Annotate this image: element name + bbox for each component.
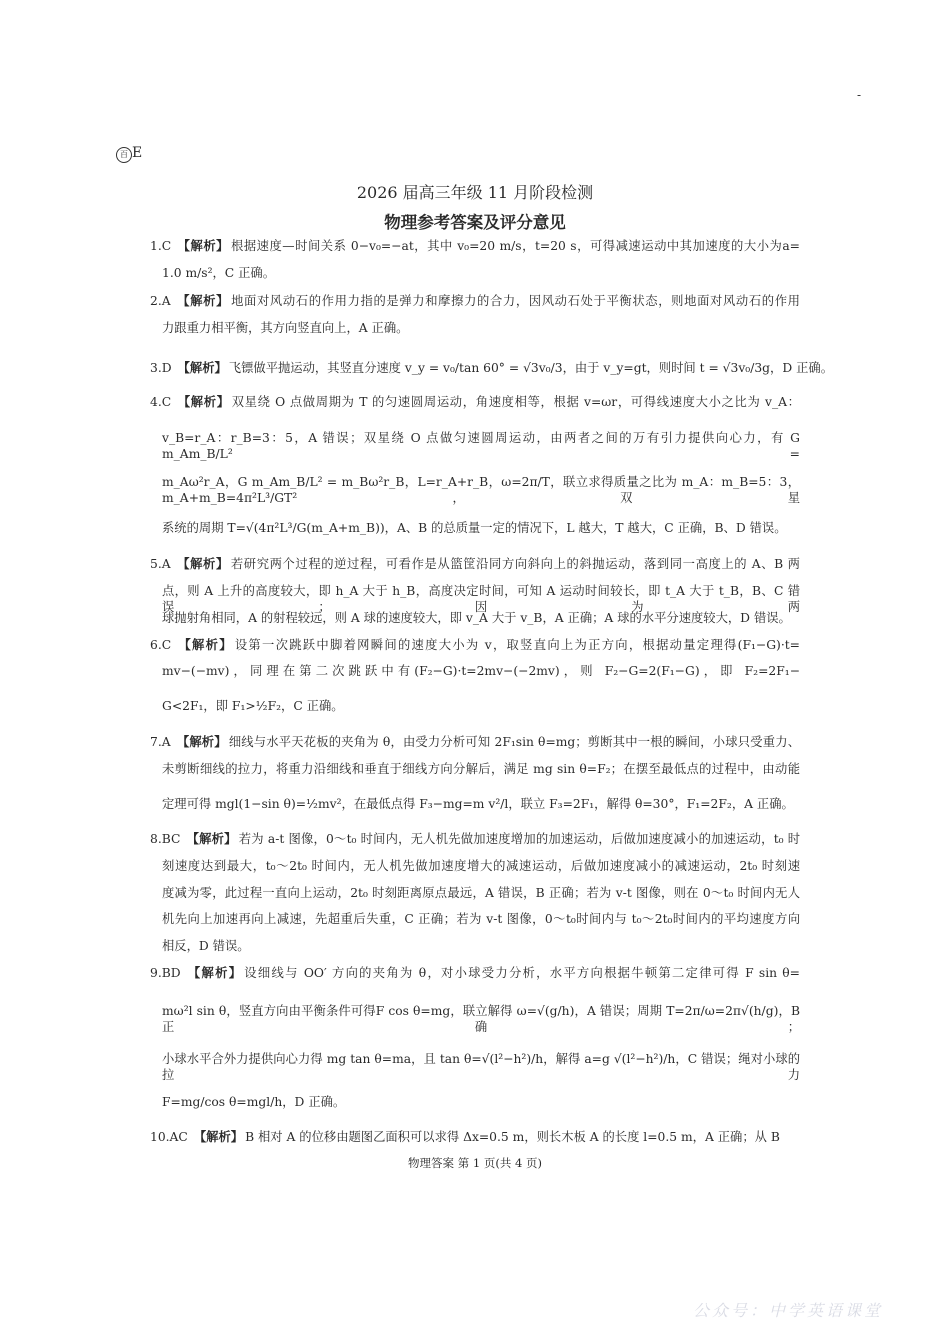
answer-line bbox=[162, 1051, 800, 1083]
watermark: 公众号：中学英语课堂 bbox=[693, 1301, 884, 1320]
answer-line bbox=[162, 761, 800, 777]
answer-line bbox=[162, 885, 800, 901]
answer-text: 球抛射角相同，A 的射程较远，则 A 球的速度较大，即 v_A 大于 v_B，A 正确；A 球的水平分速度较大，D 错误。 bbox=[162, 611, 791, 625]
answer-item bbox=[150, 831, 800, 847]
answer-text: 相反，D 错误。 bbox=[162, 939, 250, 953]
answer-line bbox=[162, 911, 800, 927]
answer-line bbox=[162, 320, 800, 336]
answer-text: 机先向上加速再向上减速，先超重后失重，C 正确；若为 v-t 图像，0～t₀时间内与 t₀～2t₀时间内的平均速度方向 bbox=[162, 912, 800, 926]
stamp-letter: E bbox=[132, 145, 143, 161]
answer-text: 系统的周期 T=√(4π²L³/G(m_A+m_B))，A、B 的总质量一定的情况下，L 越大，T 越大，C 正确，B、D 错误。 bbox=[162, 521, 787, 535]
answer-text: 定理可得 mgl(1−sin θ)=½mv²，在最低点得 F₃−mg=m v²/l，联立 F₃=2F₁，解得 θ=30°，F₁=2F₂，A 正确。 bbox=[162, 797, 794, 811]
answer-text: 小球水平合外力提供向心力得 mg tan θ=ma，且 tan θ=√(l²−h²)/h，解得 a=g √(l²−h²)/h，C 错误；绳对小球的拉力 bbox=[162, 1052, 800, 1082]
answer-item bbox=[150, 556, 800, 572]
answer-item bbox=[150, 965, 800, 981]
answer-text: F=mg/cos θ=mgl/h，D 正确。 bbox=[162, 1095, 346, 1109]
analysis-tag: 【解析】 bbox=[186, 832, 237, 846]
answer-item bbox=[150, 238, 800, 254]
answer-text: G<2F₁，即 F₁>½F₂，C 正确。 bbox=[162, 699, 344, 713]
analysis-tag: 【解析】 bbox=[177, 239, 229, 253]
answer-item bbox=[150, 360, 834, 376]
answer-line bbox=[162, 1094, 800, 1110]
answer-line bbox=[162, 610, 800, 626]
answer-item bbox=[150, 293, 800, 309]
analysis-tag: 【解析】 bbox=[177, 361, 227, 375]
analysis-tag: 【解析】 bbox=[177, 395, 230, 409]
exam-title: 2026 届高三年级 11 月阶段检测 bbox=[356, 183, 594, 202]
answer-line bbox=[162, 698, 800, 714]
answer-item bbox=[150, 1129, 800, 1145]
answer-text: 设细线与 OO′ 方向的夹角为 θ，对小球受力分析，水平方向根据牛顿第二定律可得 F sin θ= bbox=[244, 966, 800, 980]
answer-text: 细线与水平天花板的夹角为 θ，由受力分析可知 2F₁sin θ=mg；剪断其中一根的瞬间，小球只受重力、 bbox=[228, 735, 800, 749]
answer-item bbox=[150, 394, 800, 410]
answer-label: 2.A bbox=[150, 294, 171, 308]
corner-mark: - bbox=[857, 88, 862, 102]
answer-text: 若研究两个过程的逆过程，可看作是从篮筐沿同方向斜向上的斜抛运动，落到同一高度上的 A、B 两 bbox=[230, 557, 800, 571]
analysis-tag: 【解析】 bbox=[176, 735, 227, 749]
answer-label: 4.C bbox=[150, 395, 172, 409]
document-subtitle: 物理参考答案及评分意见 bbox=[384, 213, 566, 232]
analysis-tag: 【解析】 bbox=[177, 638, 233, 652]
answer-item bbox=[150, 734, 800, 750]
answer-line bbox=[162, 430, 800, 462]
analysis-tag: 【解析】 bbox=[176, 557, 229, 571]
answer-line bbox=[162, 1003, 800, 1035]
answer-line bbox=[162, 938, 800, 954]
answer-text: 双星绕 O 点做周期为 T 的匀速圆周运动，角速度相等，根据 v=ωr，可得线速度大小之比为 v_A： bbox=[231, 395, 800, 409]
answer-text: mv−(−mv)，同理在第二次跳跃中有(F₂−G)·t=2mv−(−2mv)，则 F₂−G=2(F₁−G)，即 F₂=2F₁− bbox=[162, 664, 800, 678]
page-footer: 物理答案 第 1 页(共 4 页) bbox=[408, 1156, 542, 1170]
answer-label: 7.A bbox=[150, 735, 171, 749]
answer-text: m_Aω²r_A，G m_Am_B/L² = m_Bω²r_B，L=r_A+r_B，ω=2π/T，联立求得质量之比为 m_A：m_B=5：3，m_A+m_B=4π²L³/GT²，双星 bbox=[162, 475, 800, 505]
answer-line bbox=[162, 663, 800, 679]
answer-item bbox=[150, 637, 800, 653]
analysis-tag: 【解析】 bbox=[186, 966, 243, 980]
analysis-tag: 【解析】 bbox=[176, 294, 230, 308]
answer-line bbox=[162, 474, 800, 506]
answer-text: 未剪断细线的拉力，将重力沿细线和垂直于细线方向分解后，满足 mg sin θ=F₂；在摆至最低点的过程中，由动能 bbox=[162, 762, 800, 776]
answer-text: B 相对 A 的位移由题图乙面积可以求得 Δx=0.5 m，则长木板 A 的长度 l=0.5 m，A 正确；从 B bbox=[245, 1130, 780, 1144]
stamp-circle: 百 bbox=[116, 147, 132, 163]
analysis-tag: 【解析】 bbox=[193, 1130, 244, 1144]
answer-text: 度减为零，此过程一直向上运动，2t₀ 时刻距离原点最远，A 错误，B 正确；若为 v-t 图像，则在 0～t₀ 时间内无人 bbox=[162, 886, 800, 900]
answer-line bbox=[162, 265, 800, 281]
stamp-logo bbox=[116, 145, 142, 163]
answer-line bbox=[162, 858, 800, 874]
answer-text: 地面对风动石的作用力指的是弹力和摩擦力的合力，因风动石处于平衡状态，则地面对风动石的作用 bbox=[231, 294, 800, 308]
answer-text: 点，则 A 上升的高度较大，即 h_A 大于 h_B，高度决定时间，可知 A 运动时间较长，即 t_A 大于 t_B，B、C 错误；因为两 bbox=[162, 584, 800, 614]
answer-text: 根据速度—时间关系 0−v₀=−at，其中 v₀=20 m/s，t=20 s，可得减速运动中其加速度的大小为a= bbox=[231, 239, 800, 253]
answer-label: 9.BD bbox=[150, 966, 181, 980]
answer-text: 若为 a-t 图像，0～t₀ 时间内，无人机先做加速度增加的加速运动，后做加速度减小的加速运动，t₀ 时 bbox=[238, 832, 800, 846]
answer-text: mω²l sin θ，竖直方向由平衡条件可得F cos θ=mg，联立解得 ω=√(g/h)，A 错误；周期 T=2π/ω=2π√(h/g)，B 正确； bbox=[162, 1004, 800, 1034]
answer-text: 设第一次跳跃中脚着网瞬间的速度大小为 v，取竖直向上为正方向，根据动量定理得(F₁−G)·t= bbox=[234, 638, 800, 652]
answer-text: v_B=r_A：r_B=3：5，A 错误；双星绕 O 点做匀速圆周运动，由两者之间的万有引力提供向心力，有 G m_Am_B/L² = bbox=[162, 431, 800, 461]
answer-label: 1.C bbox=[150, 239, 172, 253]
answer-label: 10.AC bbox=[150, 1130, 188, 1144]
answer-label: 3.D bbox=[150, 361, 172, 375]
answer-line bbox=[162, 520, 800, 536]
answer-line bbox=[162, 796, 800, 812]
answer-label: 5.A bbox=[150, 557, 171, 571]
answer-text: 1.0 m/s²，C 正确。 bbox=[162, 266, 276, 280]
answer-text: 刻速度达到最大，t₀～2t₀ 时间内，无人机先做加速度增大的减速运动，后做加速度减小的减速运动，2t₀ 时刻速 bbox=[162, 859, 800, 873]
answer-text: 力跟重力相平衡，其方向竖直向上，A 正确。 bbox=[162, 321, 409, 335]
answer-label: 8.BC bbox=[150, 832, 181, 846]
answer-text: 飞镖做平抛运动，其竖直分速度 v_y = v₀/tan 60° = √3v₀/3，由于 v_y=gt，则时间 t = √3v₀/3g，D 正确。 bbox=[228, 361, 834, 375]
answer-label: 6.C bbox=[150, 638, 172, 652]
